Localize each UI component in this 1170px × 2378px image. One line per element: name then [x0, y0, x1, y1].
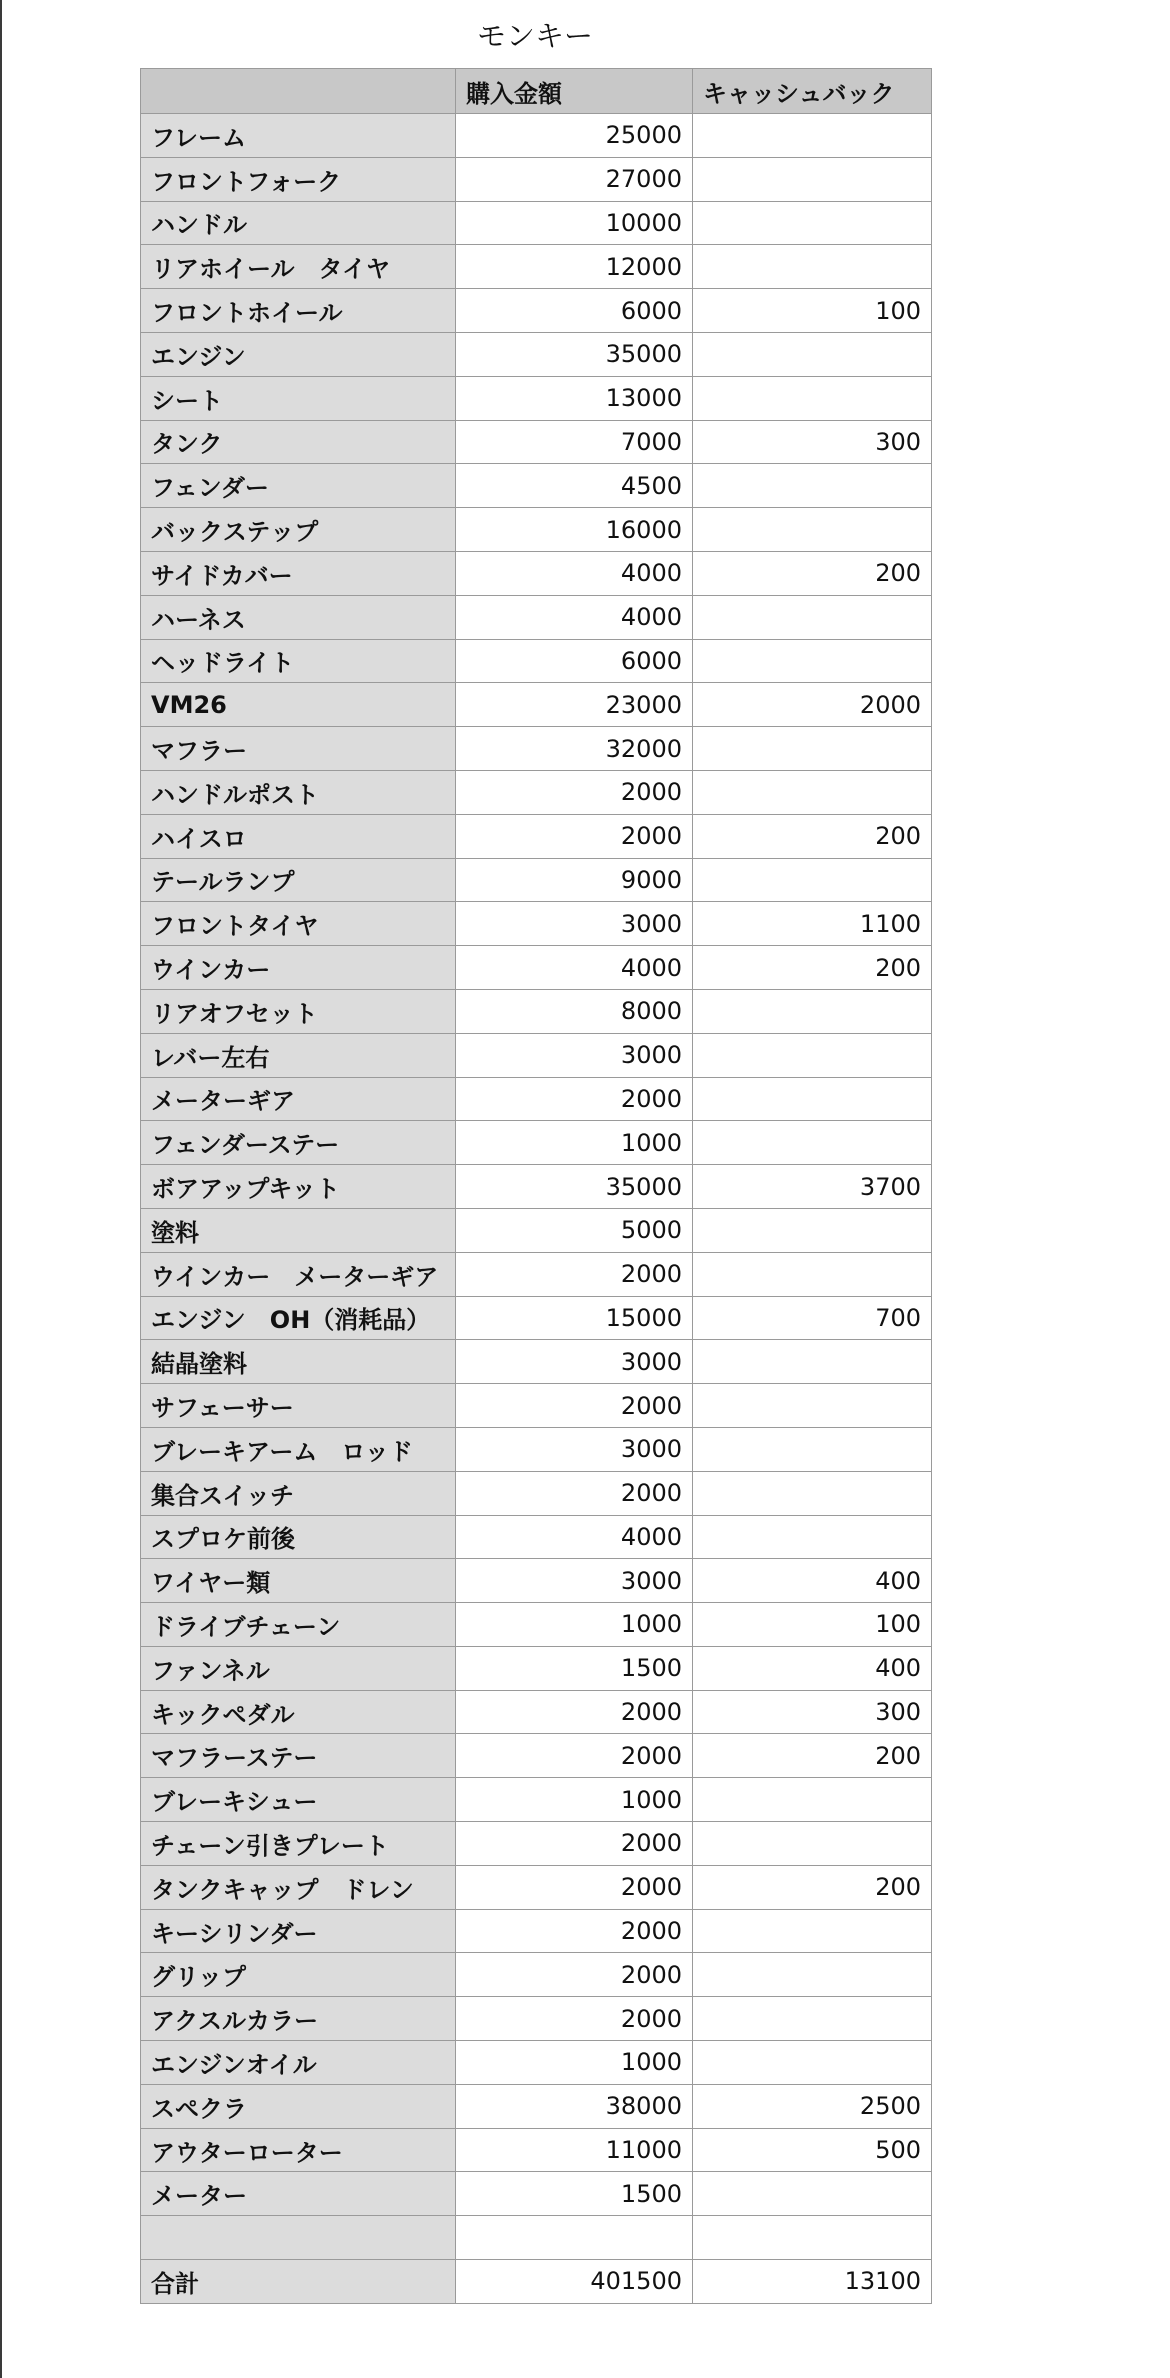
amount-cell[interactable]: 2000 [456, 1953, 693, 1997]
cashback-cell[interactable]: 2000 [693, 683, 932, 727]
cashback-cell[interactable] [693, 2172, 932, 2216]
table-row [141, 420, 932, 464]
amount-cell[interactable]: 35000 [456, 332, 693, 376]
item-name-cell[interactable]: キックペダル [141, 1690, 456, 1734]
table-row [141, 1471, 932, 1515]
cashback-cell[interactable] [693, 1208, 932, 1252]
table-row [141, 1559, 932, 1603]
table-row [141, 814, 932, 858]
amount-cell[interactable]: 15000 [456, 1296, 693, 1340]
cashback-cell[interactable] [693, 201, 932, 245]
cashback-cell[interactable] [693, 245, 932, 289]
cashback-cell[interactable]: 700 [693, 1296, 932, 1340]
left-border [0, 0, 2, 2378]
table-row [141, 2216, 932, 2260]
item-name-cell[interactable]: VM26 [141, 683, 456, 727]
table-row [141, 1515, 932, 1559]
cashback-cell[interactable] [693, 989, 932, 1033]
amount-cell[interactable]: 3000 [456, 1559, 693, 1603]
amount-cell[interactable]: 2000 [456, 1734, 693, 1778]
table-row [141, 464, 932, 508]
table-row [141, 1296, 932, 1340]
table-row [141, 332, 932, 376]
cashback-cell[interactable]: 500 [693, 2128, 932, 2172]
item-name-cell[interactable]: タンク [141, 420, 456, 464]
amount-cell[interactable]: 10000 [456, 201, 693, 245]
item-name-cell[interactable]: ブレーキアーム ロッド [141, 1427, 456, 1471]
item-name-cell[interactable]: チェーン引きプレート [141, 1822, 456, 1866]
table-row [141, 858, 932, 902]
amount-cell[interactable]: 2000 [456, 770, 693, 814]
table-row [141, 1646, 932, 1690]
item-name-cell[interactable]: グリップ [141, 1953, 456, 1997]
cashback-cell[interactable] [693, 376, 932, 420]
table-row [141, 683, 932, 727]
table-row [141, 1690, 932, 1734]
cashback-cell[interactable] [693, 639, 932, 683]
item-name-cell[interactable]: バックステップ [141, 508, 456, 552]
header-cashback-cell[interactable]: キャッシュバック [693, 69, 932, 114]
cashback-cell[interactable] [693, 1822, 932, 1866]
cashback-cell[interactable] [693, 1384, 932, 1428]
cashback-cell[interactable] [693, 157, 932, 201]
cashback-cell[interactable]: 200 [693, 551, 932, 595]
table-row [141, 989, 932, 1033]
table-row [141, 245, 932, 289]
cashback-cell[interactable]: 3700 [693, 1165, 932, 1209]
item-name-cell[interactable]: フロントタイヤ [141, 902, 456, 946]
item-name-cell[interactable]: アウターローター [141, 2128, 456, 2172]
amount-cell[interactable]: 2000 [456, 814, 693, 858]
amount-cell[interactable]: 4000 [456, 595, 693, 639]
cashback-cell[interactable] [693, 1252, 932, 1296]
item-name-cell[interactable]: シート [141, 376, 456, 420]
table-row [141, 376, 932, 420]
amount-cell[interactable]: 3000 [456, 902, 693, 946]
item-name-cell[interactable]: テールランプ [141, 858, 456, 902]
table-row [141, 1252, 932, 1296]
item-name-cell[interactable]: フレーム [141, 114, 456, 158]
amount-cell[interactable]: 25000 [456, 114, 693, 158]
amount-cell[interactable]: 12000 [456, 245, 693, 289]
cashback-cell[interactable] [693, 2216, 932, 2260]
item-name-cell[interactable]: ハンドルポスト [141, 770, 456, 814]
amount-cell[interactable]: 6000 [456, 289, 693, 333]
cashback-cell[interactable] [693, 1997, 932, 2041]
cashback-cell[interactable]: 200 [693, 1865, 932, 1909]
table-row [141, 1033, 932, 1077]
cashback-cell[interactable] [693, 770, 932, 814]
table-row [141, 1865, 932, 1909]
cashback-cell[interactable]: 200 [693, 946, 932, 990]
table-row [141, 1165, 932, 1209]
amount-cell[interactable]: 3000 [456, 1033, 693, 1077]
amount-cell[interactable]: 9000 [456, 858, 693, 902]
amount-cell[interactable]: 2000 [456, 1865, 693, 1909]
total-row [141, 2260, 932, 2304]
cashback-cell[interactable] [693, 1778, 932, 1822]
table-row [141, 1340, 932, 1384]
item-name-cell[interactable]: エンジン OH（消耗品） [141, 1296, 456, 1340]
amount-cell[interactable]: 1500 [456, 2172, 693, 2216]
amount-cell[interactable]: 7000 [456, 420, 693, 464]
item-name-cell[interactable]: ウインカー メーターギア [141, 1252, 456, 1296]
cashback-cell[interactable] [693, 1427, 932, 1471]
table-row [141, 157, 932, 201]
table-row [141, 1778, 932, 1822]
table-row [141, 2084, 932, 2128]
item-name-cell[interactable]: アクスルカラー [141, 1997, 456, 2041]
cost-table [140, 68, 932, 2304]
table-row [141, 1121, 932, 1165]
amount-cell[interactable]: 4000 [456, 946, 693, 990]
total-label-cell[interactable]: 合計 [141, 2260, 456, 2304]
item-name-cell[interactable]: リアオフセット [141, 989, 456, 1033]
cashback-cell[interactable] [693, 1340, 932, 1384]
item-name-cell[interactable]: 結晶塗料 [141, 1340, 456, 1384]
amount-cell[interactable]: 1000 [456, 2041, 693, 2085]
table-body [141, 114, 932, 2260]
cashback-cell[interactable]: 2500 [693, 2084, 932, 2128]
amount-cell[interactable]: 27000 [456, 157, 693, 201]
item-name-cell[interactable]: ハンドル [141, 201, 456, 245]
amount-cell[interactable] [456, 2216, 693, 2260]
cashback-cell[interactable] [693, 1909, 932, 1953]
table-row [141, 1997, 932, 2041]
amount-cell[interactable]: 11000 [456, 2128, 693, 2172]
amount-cell[interactable]: 38000 [456, 2084, 693, 2128]
item-name-cell[interactable]: ワイヤー類 [141, 1559, 456, 1603]
cashback-cell[interactable] [693, 1077, 932, 1121]
item-name-cell[interactable]: ブレーキシュー [141, 1778, 456, 1822]
cashback-cell[interactable] [693, 2041, 932, 2085]
amount-cell[interactable]: 2000 [456, 1909, 693, 1953]
table-row [141, 1909, 932, 1953]
amount-cell[interactable]: 6000 [456, 639, 693, 683]
item-name-cell[interactable]: ハーネス [141, 595, 456, 639]
table-row [141, 508, 932, 552]
header-name-cell[interactable] [141, 69, 456, 114]
item-name-cell[interactable]: スプロケ前後 [141, 1515, 456, 1559]
total-amount-cell[interactable]: 401500 [456, 2260, 693, 2304]
amount-cell[interactable]: 2000 [456, 1690, 693, 1734]
amount-cell[interactable]: 3000 [456, 1340, 693, 1384]
item-name-cell[interactable]: サイドカバー [141, 551, 456, 595]
table-row [141, 1427, 932, 1471]
item-name-cell[interactable]: ハイスロ [141, 814, 456, 858]
header-row [141, 69, 932, 114]
item-name-cell[interactable]: ドライブチェーン [141, 1603, 456, 1647]
table-row [141, 2128, 932, 2172]
total-cashback-cell[interactable]: 13100 [693, 2260, 932, 2304]
item-name-cell[interactable]: ウインカー [141, 946, 456, 990]
item-name-cell[interactable]: エンジン [141, 332, 456, 376]
cashback-cell[interactable]: 100 [693, 289, 932, 333]
item-name-cell[interactable]: メーターギア [141, 1077, 456, 1121]
item-name-cell[interactable]: スペクラ [141, 2084, 456, 2128]
amount-cell[interactable]: 1000 [456, 1603, 693, 1647]
item-name-cell[interactable]: キーシリンダー [141, 1909, 456, 1953]
amount-cell[interactable]: 32000 [456, 727, 693, 771]
cashback-cell[interactable]: 1100 [693, 902, 932, 946]
item-name-cell[interactable]: ヘッドライト [141, 639, 456, 683]
cashback-cell[interactable] [693, 464, 932, 508]
table-row [141, 551, 932, 595]
amount-cell[interactable]: 2000 [456, 1077, 693, 1121]
table-row [141, 902, 932, 946]
table-row [141, 289, 932, 333]
item-name-cell[interactable]: フェンダー [141, 464, 456, 508]
cashback-cell[interactable]: 400 [693, 1559, 932, 1603]
table-row [141, 2041, 932, 2085]
item-name-cell[interactable]: ボアアップキット [141, 1165, 456, 1209]
amount-cell[interactable]: 13000 [456, 376, 693, 420]
cashback-cell[interactable] [693, 727, 932, 771]
cashback-cell[interactable] [693, 1121, 932, 1165]
amount-cell[interactable]: 16000 [456, 508, 693, 552]
item-name-cell[interactable]: レバー左右 [141, 1033, 456, 1077]
table-row [141, 114, 932, 158]
table-row [141, 1734, 932, 1778]
table-row [141, 2172, 932, 2216]
table-row [141, 946, 932, 990]
item-name-cell[interactable]: マフラー [141, 727, 456, 771]
amount-cell[interactable]: 1000 [456, 1121, 693, 1165]
cashback-cell[interactable] [693, 1953, 932, 1997]
sheet-title: モンキー [476, 19, 593, 53]
header-amount-cell[interactable]: 購入金額 [456, 69, 693, 114]
cashback-cell[interactable] [693, 858, 932, 902]
item-name-cell[interactable] [141, 2216, 456, 2260]
cashback-cell[interactable] [693, 1471, 932, 1515]
amount-cell[interactable]: 35000 [456, 1165, 693, 1209]
item-name-cell[interactable]: サフェーサー [141, 1384, 456, 1428]
item-name-cell[interactable]: フロントフォーク [141, 157, 456, 201]
item-name-cell[interactable]: フェンダーステー [141, 1121, 456, 1165]
cashback-cell[interactable] [693, 1033, 932, 1077]
cashback-cell[interactable]: 300 [693, 420, 932, 464]
cashback-cell[interactable] [693, 114, 932, 158]
item-name-cell[interactable]: マフラーステー [141, 1734, 456, 1778]
amount-cell[interactable]: 4500 [456, 464, 693, 508]
amount-cell[interactable]: 2000 [456, 1384, 693, 1428]
amount-cell[interactable]: 5000 [456, 1208, 693, 1252]
table-row [141, 1822, 932, 1866]
amount-cell[interactable]: 2000 [456, 1997, 693, 2041]
amount-cell[interactable]: 2000 [456, 1471, 693, 1515]
amount-cell[interactable]: 4000 [456, 1515, 693, 1559]
amount-cell[interactable]: 23000 [456, 683, 693, 727]
amount-cell[interactable]: 2000 [456, 1822, 693, 1866]
item-name-cell[interactable]: メーター [141, 2172, 456, 2216]
cashback-cell[interactable]: 400 [693, 1646, 932, 1690]
amount-cell[interactable]: 4000 [456, 551, 693, 595]
cashback-cell[interactable]: 200 [693, 814, 932, 858]
cashback-cell[interactable] [693, 595, 932, 639]
item-name-cell[interactable]: エンジンオイル [141, 2041, 456, 2085]
item-name-cell[interactable]: 集合スイッチ [141, 1471, 456, 1515]
cashback-cell[interactable] [693, 1515, 932, 1559]
amount-cell[interactable]: 1500 [456, 1646, 693, 1690]
table-row [141, 727, 932, 771]
amount-cell[interactable]: 8000 [456, 989, 693, 1033]
item-name-cell[interactable]: ファンネル [141, 1646, 456, 1690]
cashback-cell[interactable]: 200 [693, 1734, 932, 1778]
table-row [141, 1077, 932, 1121]
table-row [141, 595, 932, 639]
table-row [141, 770, 932, 814]
amount-cell[interactable]: 2000 [456, 1252, 693, 1296]
table-row [141, 639, 932, 683]
table-row [141, 1384, 932, 1428]
table-row [141, 1208, 932, 1252]
item-name-cell[interactable]: 塗料 [141, 1208, 456, 1252]
amount-cell[interactable]: 1000 [456, 1778, 693, 1822]
item-name-cell[interactable]: リアホイール タイヤ [141, 245, 456, 289]
item-name-cell[interactable]: フロントホイール [141, 289, 456, 333]
table-row [141, 1953, 932, 1997]
cashback-cell[interactable] [693, 508, 932, 552]
cashback-cell[interactable]: 300 [693, 1690, 932, 1734]
cashback-cell[interactable] [693, 332, 932, 376]
item-name-cell[interactable]: タンクキャップ ドレン [141, 1865, 456, 1909]
table-row [141, 201, 932, 245]
table-row [141, 1603, 932, 1647]
cashback-cell[interactable]: 100 [693, 1603, 932, 1647]
amount-cell[interactable]: 3000 [456, 1427, 693, 1471]
